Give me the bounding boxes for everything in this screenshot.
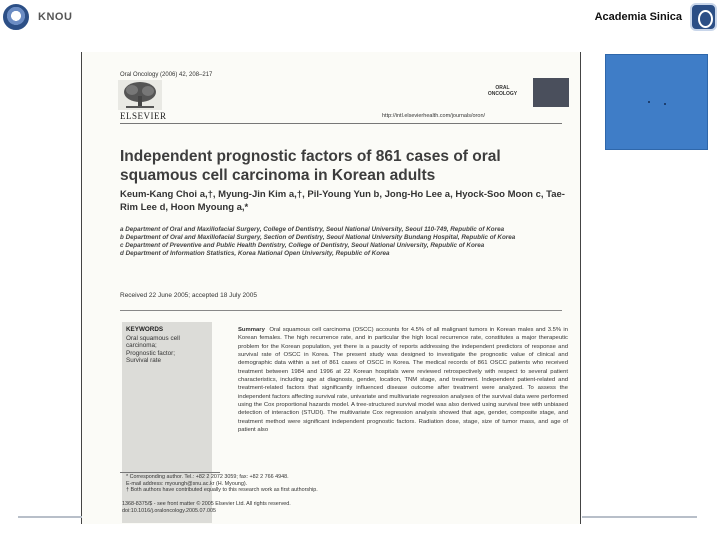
thumbnail-dot xyxy=(664,103,666,105)
divider xyxy=(120,310,562,311)
summary-label: Summary xyxy=(238,327,265,333)
received-dates: Received 22 June 2005; accepted 18 July 2005 xyxy=(120,292,257,299)
left-brand-label: KNOU xyxy=(38,11,73,23)
keywords-list: Oral squamous cell carcinoma; Prognostic factor; Survival rate xyxy=(126,335,180,365)
journal-cover-image xyxy=(533,78,569,107)
affiliation-item: c Department of Preventive and Public Health Dentistry, College of Dentistry, Seoul National University, Republic of Korea xyxy=(120,242,485,250)
top-bar xyxy=(0,0,720,36)
paper-title: Independent prognostic factors of 861 cases of oral squamous cell carcinoma in Korean adults xyxy=(120,148,501,184)
affiliation-item: d Department of Information Statistics, Korea National Open University, Republic of Korea xyxy=(120,250,390,258)
thumbnail-dot xyxy=(648,101,650,103)
footnote-issn-doi: 1368-8375/$ - see front matter © 2005 Elsevier Ltd. All rights reserved. doi:10.1016/j.oraloncology.2005.07.005 xyxy=(122,501,291,514)
elsevier-tree-logo-icon xyxy=(118,80,162,110)
divider xyxy=(120,123,562,124)
blue-thumbnail-panel xyxy=(605,54,708,150)
scanned-paper-page xyxy=(81,52,581,524)
right-brand-label: Academia Sinica xyxy=(594,11,682,23)
paper-authors: Keum-Kang Choi a,†, Myung-Jin Kim a,†, Pil-Young Yun b, Jong-Ho Lee a, Hyock-Soo Moon c, Tae-Rim Lee d, Hoon Myoung a,* xyxy=(120,189,565,213)
footnote-corresponding-author: * Corresponding author. Tel.: +82 2 2072 3059; fax: +82 2 766 4948. E-mail address: myoungh@snu.ac.kr (H. Myoung). † Both authors have contributed equally to this research work as first authorship. xyxy=(126,474,318,494)
summary-text: Oral squamous cell carcinoma (OSCC) accounts for 4.5% of all malignant tumors in Korean males and 3.5% in Korean females. The high recurrence rate, and in particular the high local recurrence rate, constitutes a major therapeutic problem for the Korean population, yet there is a paucity of reports addressing the independent predictors of response and survival rate of OSCC in Korea. The present study was designed to investigate the prognostic value of clinical and demographic data within a set of 861 cases of OSCC in Korea. The medical records of 861 OSCC patients who received treatment between 1984 and 1996 at 22 Korean hospitals were reviewed retrospectively with respect to several patient characteristics, including age at diagnosis, gender, location, TNM stage, and treatment. Independent patient-related and treatment-related factors that significantly influenced disease outcome after treatment were analyzed. To assess the independent factors affecting survival rate, univariate and multivariate regression analyses of the survival data were performed using the Cox proportional hazards model. A tree-structured survival model was also derived using survival tree with unbiased detection of interaction (STUDI). The multivariate Cox regression analysis showed that age, gender, composite stage, and treatment method were significant independent prognostic factors. Radiation dose, stage, size of tumor mass, and age of patient also xyxy=(238,327,568,434)
footnote-divider xyxy=(120,472,220,473)
keywords-heading: KEYWORDS xyxy=(126,326,164,333)
academia-sinica-logo-icon xyxy=(690,3,717,31)
affiliation-item: b Department of Oral and Maxillofacial Surgery, Section of Dentistry, Seoul National University Bundang Hospital, Republic of Korea xyxy=(120,234,516,242)
journal-url: http://intl.elsevierhealth.com/journals/oron/ xyxy=(382,113,486,119)
publisher-name: ELSEVIER xyxy=(120,111,167,121)
bottom-left-rule xyxy=(18,516,82,518)
journal-name: ORAL ONCOLOGY xyxy=(487,85,518,97)
journal-reference: Oral Oncology (2006) 42, 208–217 xyxy=(120,72,213,78)
affiliations xyxy=(120,226,570,258)
bottom-right-rule xyxy=(582,516,697,518)
abstract-summary xyxy=(238,326,568,434)
knou-logo-icon xyxy=(3,4,29,30)
affiliation-item: a Department of Oral and Maxillofacial Surgery, College of Dentistry, Seoul National University, Seoul 110-749, Republic of Korea xyxy=(120,226,505,233)
